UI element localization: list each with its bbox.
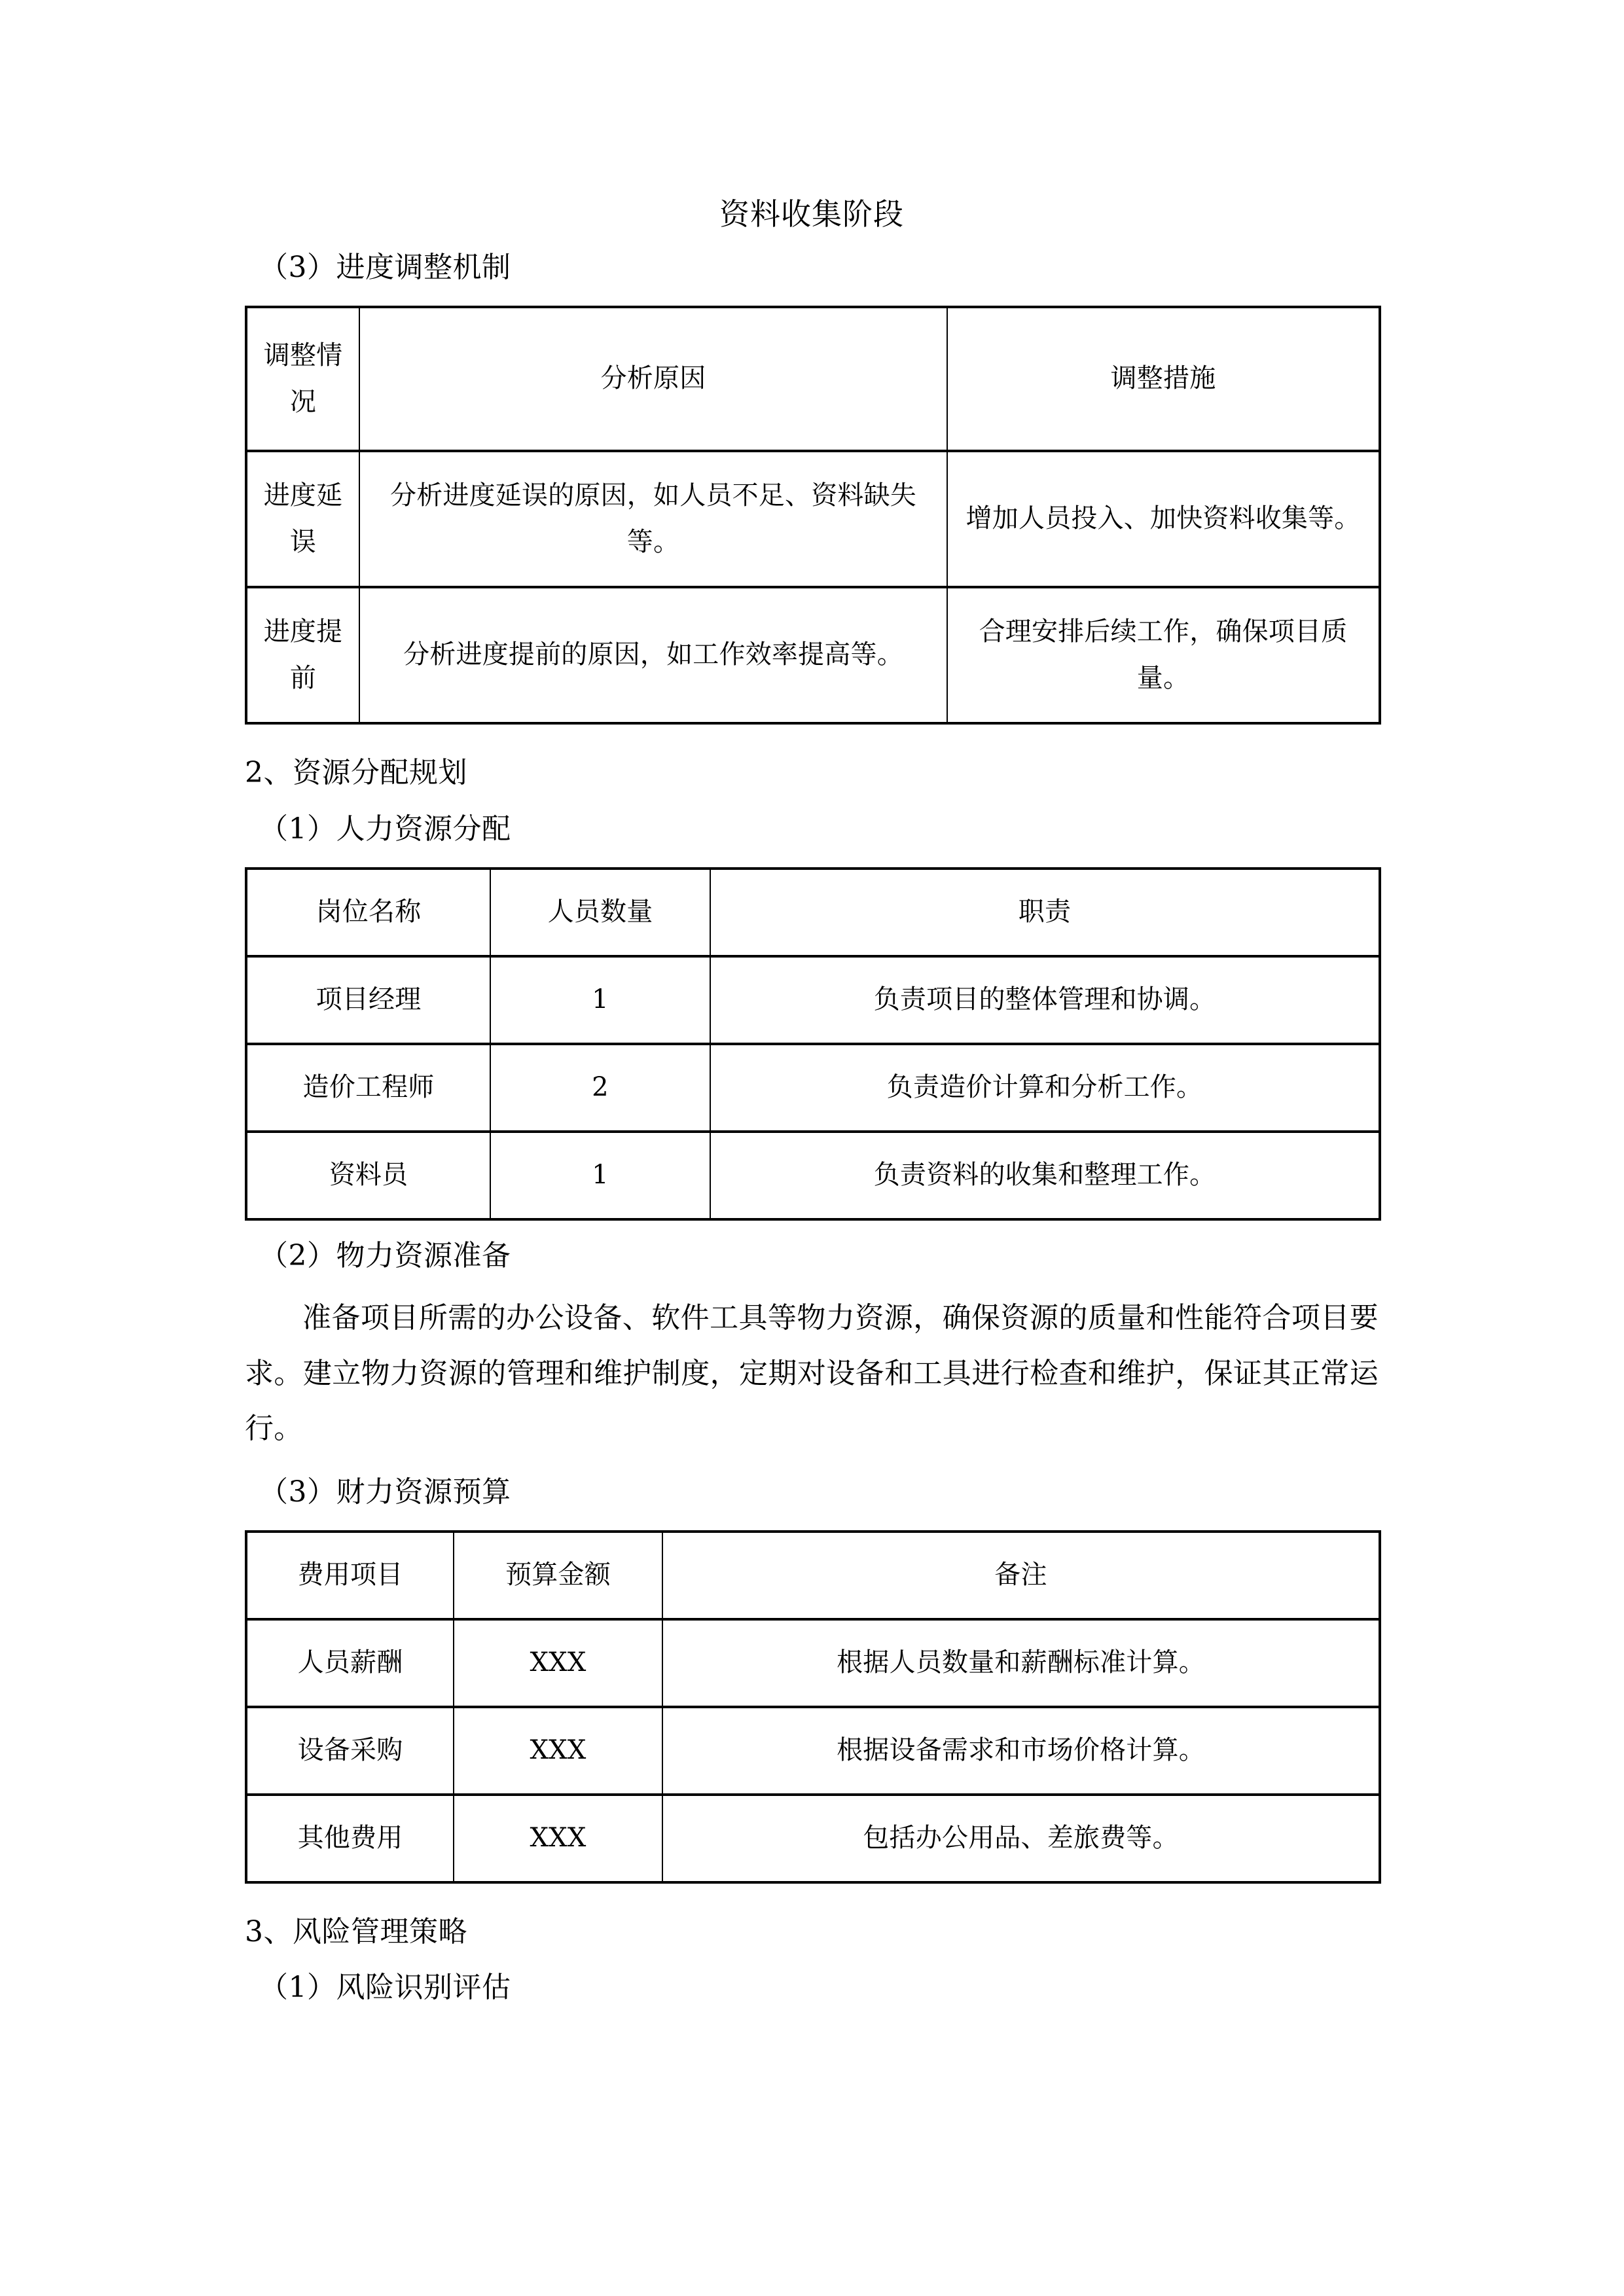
cell-duty: 负责资料的收集和整理工作。 [710,1132,1380,1219]
col-header-duty: 职责 [710,869,1380,956]
paragraph-material-resource-preparation: 准备项目所需的办公设备、软件工具等物力资源，确保资源的质量和性能符合项目要求。建立物力资源的管理和维护制度，定期对设备和工具进行检查和维护，保证其正常运行。 [245,1301,1379,1446]
cell-cause: 分析进度延误的原因，如人员不足、资料缺失等。 [359,451,947,587]
cell-position: 资料员 [246,1132,490,1219]
table-row [246,1707,1380,1795]
table-row [246,1044,1380,1132]
cell-budget-amount: XXX [454,1619,662,1707]
cell-budget-amount: XXX [454,1707,662,1795]
heading-financial-resource-budget: （3）财力资源预算 [259,1475,511,1509]
cell-measure: 合理安排后续工作，确保项目质量。 [947,587,1380,723]
col-header-position: 岗位名称 [246,869,490,956]
heading-schedule-adjustment-mechanism: （3）进度调整机制 [259,251,511,285]
table-human-resources [245,867,1381,1221]
cell-count: 1 [490,956,710,1044]
cell-cause: 分析进度提前的原因，如工作效率提高等。 [359,587,947,723]
table-header-row [246,307,1380,451]
table-row [246,587,1380,723]
col-header-note: 备注 [662,1532,1380,1619]
cell-count: 1 [490,1132,710,1219]
cell-expense-item: 设备采购 [246,1707,454,1795]
col-header-situation: 调整情况 [246,307,359,451]
table-row [246,1132,1380,1219]
cell-expense-item: 人员薪酬 [246,1619,454,1707]
col-header-measure: 调整措施 [947,307,1380,451]
cell-budget-amount: XXX [454,1795,662,1882]
col-header-cause: 分析原因 [359,307,947,451]
table-header-row [246,869,1380,956]
heading-material-resource-preparation: （2）物力资源准备 [259,1238,511,1272]
heading-human-resource-allocation: （1）人力资源分配 [259,812,511,846]
table-row [246,1795,1380,1882]
cell-situation: 进度延误 [246,451,359,587]
table-row [246,451,1380,587]
col-header-budget-amount: 预算金额 [454,1532,662,1619]
cell-position: 项目经理 [246,956,490,1044]
cell-note: 根据设备需求和市场价格计算。 [662,1707,1380,1795]
cell-situation: 进度提前 [246,587,359,723]
page-content [245,0,1379,2009]
table-schedule-adjustment [245,306,1381,725]
cell-note: 包括办公用品、差旅费等。 [662,1795,1380,1882]
heading-resource-allocation-plan: 2、资源分配规划 [245,755,467,789]
table-row [246,1619,1380,1707]
cell-note: 根据人员数量和薪酬标准计算。 [662,1619,1380,1707]
cell-position: 造价工程师 [246,1044,490,1132]
table-row [246,956,1380,1044]
heading-risk-management-strategy: 3、风险管理策略 [245,1914,467,1948]
table-budget [245,1530,1381,1884]
cell-count: 2 [490,1044,710,1132]
table-header-row [246,1532,1380,1619]
cell-duty: 负责造价计算和分析工作。 [710,1044,1380,1132]
cell-duty: 负责项目的整体管理和协调。 [710,956,1380,1044]
page-title: 资料收集阶段 [719,196,904,232]
col-header-count: 人员数量 [490,869,710,956]
cell-measure: 增加人员投入、加快资料收集等。 [947,451,1380,587]
cell-expense-item: 其他费用 [246,1795,454,1882]
col-header-expense-item: 费用项目 [246,1532,454,1619]
heading-risk-identification-assessment: （1）风险识别评估 [259,1971,511,2005]
